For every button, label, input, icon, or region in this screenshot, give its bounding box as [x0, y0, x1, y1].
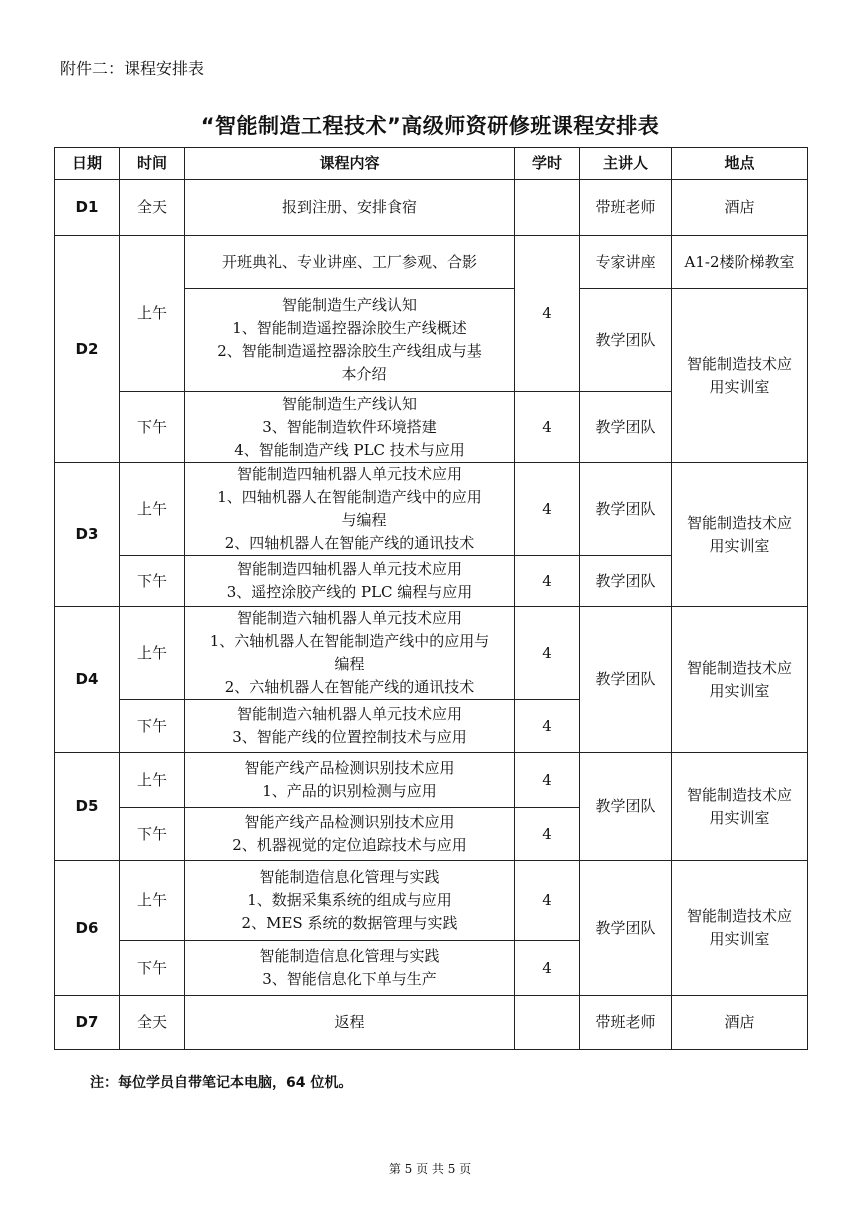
- table-row: [55, 607, 808, 700]
- time-cell: 上午: [120, 607, 185, 700]
- location-cell: 酒店: [672, 996, 808, 1050]
- lecturer-cell: 教学团队: [580, 861, 672, 996]
- hours-cell: 4: [515, 753, 580, 808]
- location-cell: 酒店: [672, 180, 808, 236]
- content-cell: [185, 392, 515, 463]
- hours-cell: [515, 180, 580, 236]
- hours-cell: 4: [515, 392, 580, 463]
- location-cell: 智能制造技术应用实训室: [672, 861, 808, 996]
- schedule-table: [54, 147, 808, 1050]
- content-line: 1、数据采集系统的组成与应用: [247, 891, 452, 909]
- content-line: 1、产品的识别检测与应用: [262, 782, 437, 800]
- hours-cell: 4: [515, 941, 580, 996]
- content-line: 1、智能制造遥控器涂胶生产线概述: [232, 319, 467, 337]
- header-hours: 学时: [515, 148, 580, 180]
- content-line: 智能制造生产线认知: [281, 394, 417, 413]
- date-cell: D6: [55, 861, 120, 996]
- header-content: 课程内容: [185, 148, 515, 180]
- content-line: 编程: [334, 655, 365, 673]
- content-line: 4、智能制造产线 PLC 技术与应用: [234, 440, 465, 459]
- time-cell: 全天: [120, 180, 185, 236]
- content-line: 与编程: [341, 511, 387, 529]
- footnote: 注：每位学员自带笔记本电脑，64 位机。: [90, 1075, 353, 1091]
- lecturer-cell: 带班老师: [580, 996, 672, 1050]
- lecturer-cell: 教学团队: [580, 392, 672, 463]
- table-row: [55, 861, 808, 941]
- content-line: 智能制造四轴机器人单元技术应用: [236, 465, 462, 483]
- content-cell: [185, 556, 515, 607]
- page-number: 第 5 页 共 5 页: [388, 1162, 472, 1176]
- location-cell: 智能制造技术应用实训室: [672, 463, 808, 607]
- hours-cell: 4: [515, 861, 580, 941]
- time-cell: 下午: [120, 392, 185, 463]
- lecturer-cell: 教学团队: [580, 753, 672, 861]
- lecturer-cell: 教学团队: [580, 607, 672, 753]
- hours-cell: 4: [515, 236, 580, 392]
- time-cell: 上午: [120, 236, 185, 392]
- header-lecturer: 主讲人: [580, 148, 672, 180]
- content-cell: [185, 996, 515, 1050]
- header-date: 日期: [55, 148, 120, 180]
- attachment-label: 附件二：课程安排表: [60, 59, 205, 78]
- time-cell: 下午: [120, 556, 185, 607]
- content-line: 本介绍: [341, 365, 387, 383]
- content-line: 智能产线产品检测识别技术应用: [244, 759, 455, 777]
- table-header-row: [55, 148, 808, 180]
- content-line: 1、六轴机器人在智能制造产线中的应用与: [209, 632, 490, 650]
- table-row: [55, 180, 808, 236]
- content-line: 开班典礼、专业讲座、工厂参观、合影: [221, 252, 477, 271]
- content-line: 智能制造生产线认知: [281, 296, 417, 314]
- lecturer-cell: 教学团队: [580, 289, 672, 392]
- date-cell: D5: [55, 753, 120, 861]
- location-cell: A1-2楼阶梯教室: [672, 236, 808, 289]
- hours-cell: 4: [515, 808, 580, 861]
- content-line: 3、智能制造软件环境搭建: [262, 417, 437, 436]
- time-cell: 下午: [120, 700, 185, 753]
- table-row: [55, 753, 808, 808]
- content-line: 智能制造四轴机器人单元技术应用: [236, 560, 462, 578]
- content-line: 报到注册、安排食宿: [281, 198, 417, 216]
- content-line: 智能制造信息化管理与实践: [259, 868, 440, 886]
- content-cell: [185, 753, 515, 808]
- content-cell: [185, 289, 515, 392]
- date-cell: D3: [55, 463, 120, 607]
- content-line: 3、智能产线的位置控制技术与应用: [232, 728, 467, 746]
- table-row: [55, 463, 808, 556]
- date-cell: D7: [55, 996, 120, 1050]
- content-line: 3、遥控涂胶产线的 PLC 编程与应用: [226, 583, 473, 601]
- content-line: 智能制造六轴机器人单元技术应用: [236, 609, 462, 627]
- content-line: 返程: [334, 1013, 365, 1031]
- content-line: 2、MES 系统的数据管理与实践: [241, 914, 458, 932]
- content-line: 智能制造六轴机器人单元技术应用: [236, 705, 462, 723]
- hours-cell: [515, 996, 580, 1050]
- hours-cell: 4: [515, 700, 580, 753]
- time-cell: 下午: [120, 941, 185, 996]
- content-cell: [185, 700, 515, 753]
- content-line: 智能产线产品检测识别技术应用: [244, 813, 455, 831]
- hours-cell: 4: [515, 556, 580, 607]
- time-cell: 下午: [120, 808, 185, 861]
- time-cell: 上午: [120, 753, 185, 808]
- document-title: “智能制造工程技术”高级师资研修班课程安排表: [200, 114, 660, 138]
- lecturer-cell: 专家讲座: [580, 236, 672, 289]
- location-cell: 智能制造技术应用实训室: [672, 753, 808, 861]
- content-cell: [185, 236, 515, 289]
- content-line: 2、四轴机器人在智能产线的通讯技术: [224, 534, 475, 552]
- content-cell: [185, 808, 515, 861]
- content-line: 1、四轴机器人在智能制造产线中的应用: [217, 488, 482, 506]
- lecturer-cell: 教学团队: [580, 463, 672, 556]
- hours-cell: 4: [515, 463, 580, 556]
- lecturer-cell: 教学团队: [580, 556, 672, 607]
- date-cell: D4: [55, 607, 120, 753]
- content-line: 2、智能制造遥控器涂胶生产线组成与基: [217, 342, 482, 360]
- date-cell: D2: [55, 236, 120, 463]
- time-cell: 上午: [120, 463, 185, 556]
- hours-cell: 4: [515, 607, 580, 700]
- location-cell: 智能制造技术应用实训室: [672, 289, 808, 463]
- table-row: [55, 236, 808, 289]
- content-cell: [185, 941, 515, 996]
- table-row: [55, 996, 808, 1050]
- content-line: 3、智能信息化下单与生产: [262, 970, 437, 988]
- content-line: 2、机器视觉的定位追踪技术与应用: [232, 836, 467, 854]
- time-cell: 全天: [120, 996, 185, 1050]
- content-cell: [185, 861, 515, 941]
- header-location: 地点: [672, 148, 808, 180]
- location-cell: 智能制造技术应用实训室: [672, 607, 808, 753]
- lecturer-cell: 带班老师: [580, 180, 672, 236]
- date-cell: D1: [55, 180, 120, 236]
- content-line: 智能制造信息化管理与实践: [259, 947, 440, 965]
- content-cell: [185, 463, 515, 556]
- header-time: 时间: [120, 148, 185, 180]
- time-cell: 上午: [120, 861, 185, 941]
- content-line: 2、六轴机器人在智能产线的通讯技术: [224, 678, 475, 696]
- content-cell: [185, 607, 515, 700]
- content-cell: [185, 180, 515, 236]
